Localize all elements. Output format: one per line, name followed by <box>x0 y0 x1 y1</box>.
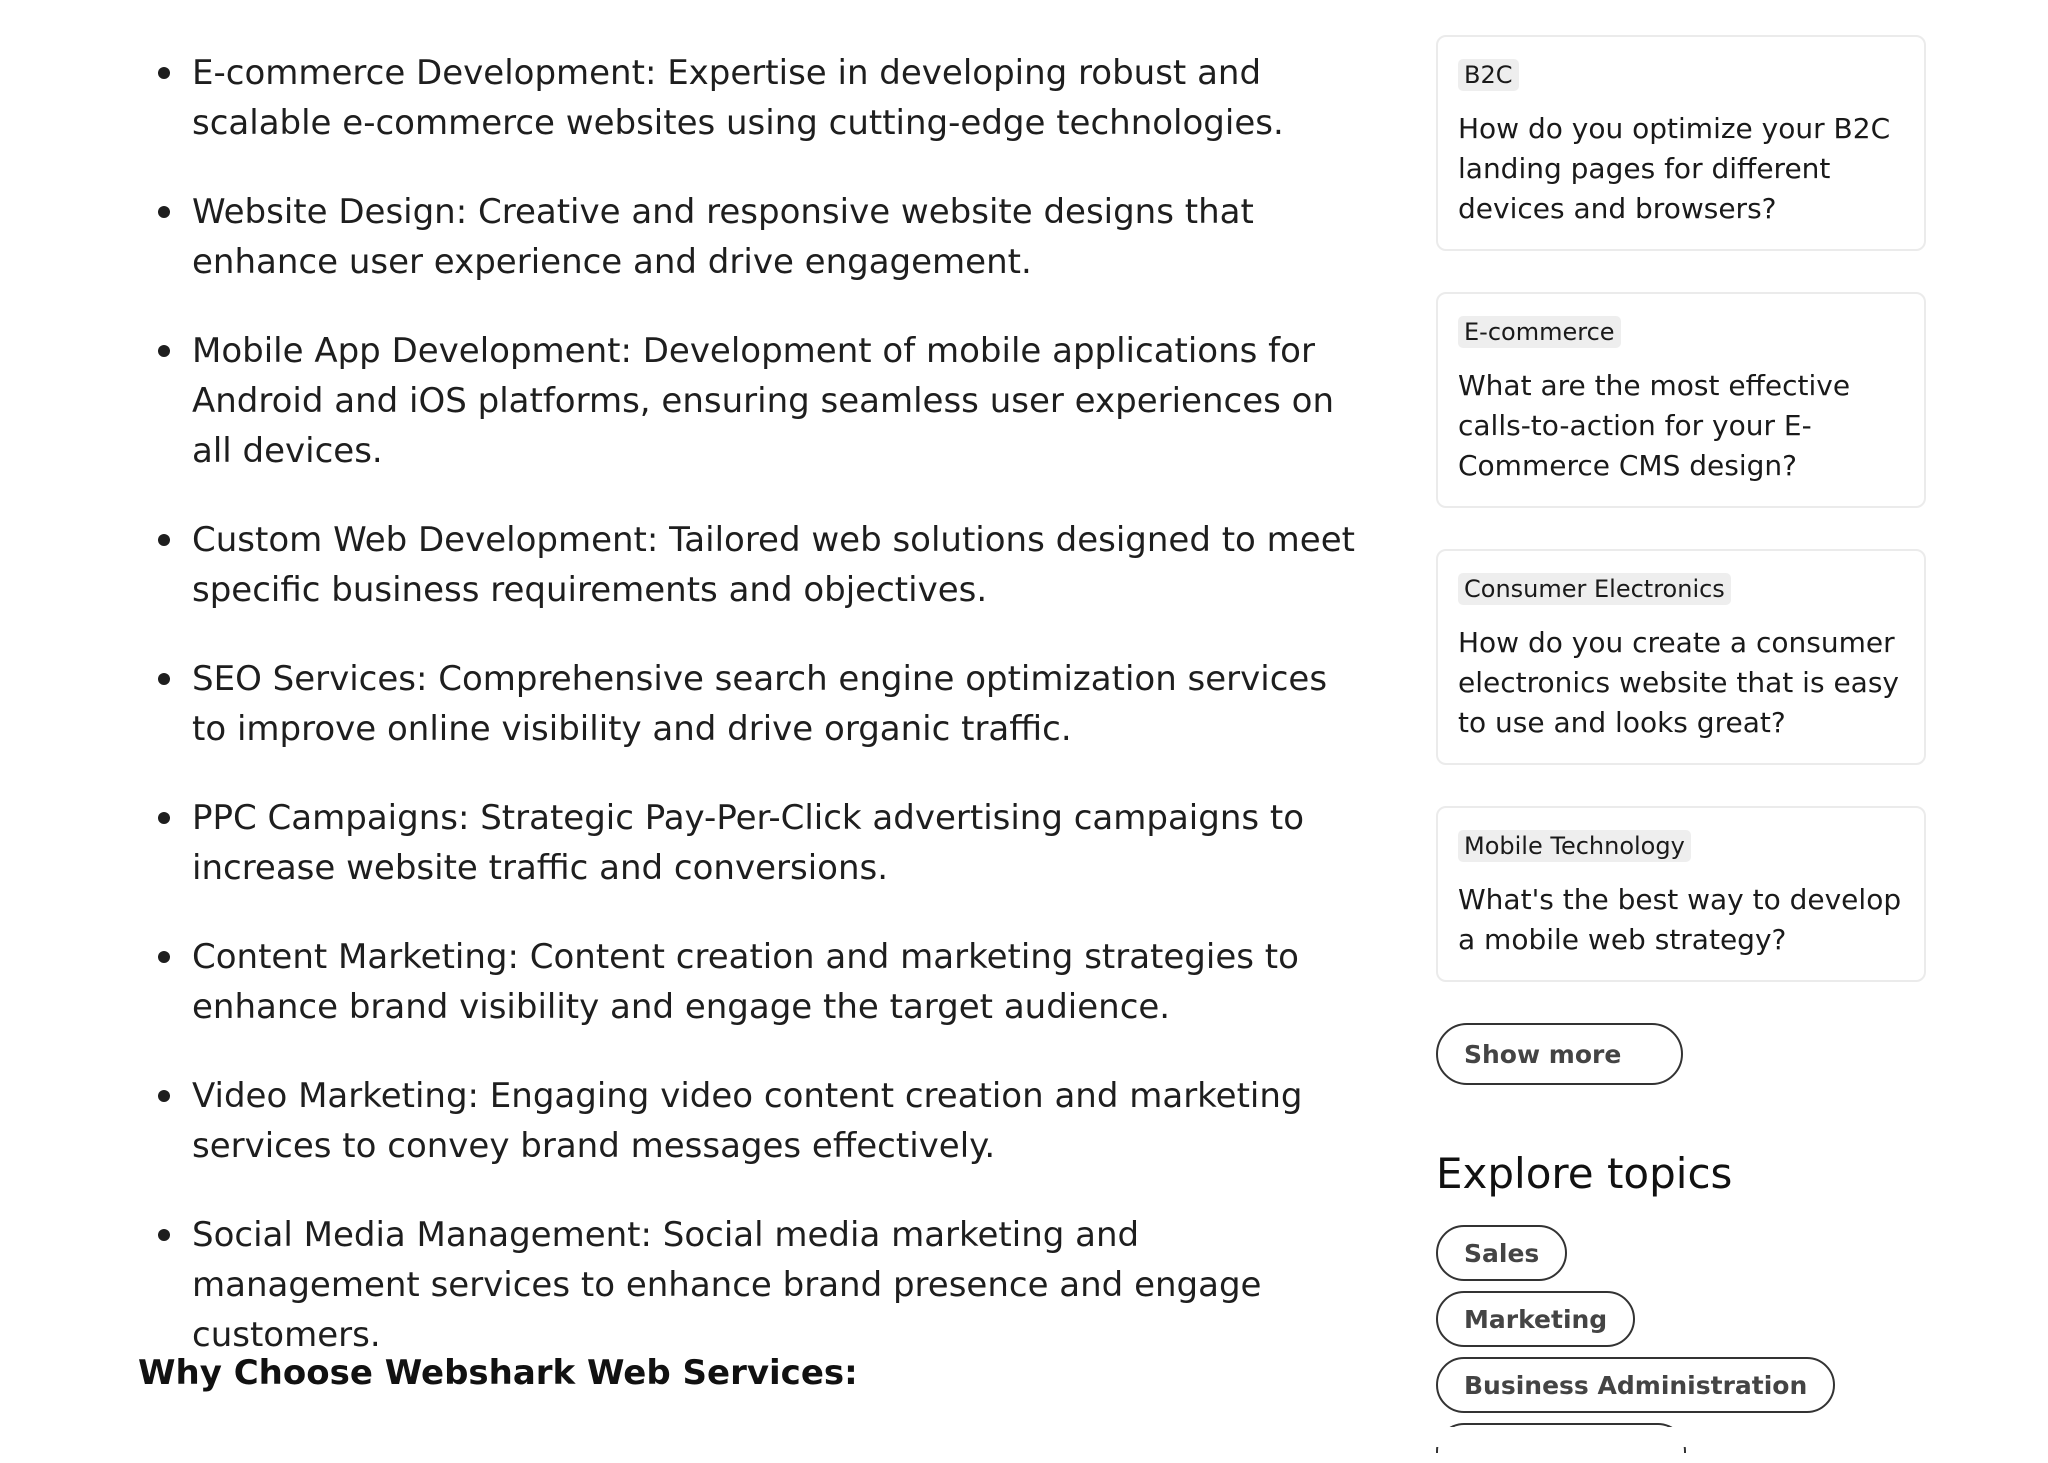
topic-pill-business-administration[interactable]: Business Administration <box>1436 1357 1835 1413</box>
service-text: PPC Campaigns: Strategic Pay-Per-Click advertising campaigns to increase website traffic and conversions. <box>192 798 1305 888</box>
service-text: Website Design: Creative and responsive website designs that enhance user experience and drive engagement. <box>192 192 1254 282</box>
list-item <box>138 515 1368 615</box>
list-item <box>138 1210 1368 1360</box>
topic-tag: E-commerce <box>1458 316 1621 348</box>
bullet-icon <box>158 673 170 685</box>
card-question-link[interactable]: How do you create a consumer electronics website that is easy to use and looks great? <box>1458 626 1899 739</box>
related-question-card-b2c[interactable] <box>1436 35 1926 251</box>
service-text: Mobile App Development: Development of mobile applications for Android and iOS platforms, ensuring seamless user experiences on all devices. <box>192 331 1334 471</box>
explore-topics-heading: Explore topics <box>1436 1149 1733 1198</box>
why-choose-heading: Why Choose Webshark Web Services: <box>138 1353 858 1393</box>
bullet-icon <box>158 206 170 218</box>
card-question-link[interactable]: What's the best way to develop a mobile web strategy? <box>1458 883 1902 956</box>
service-text: Custom Web Development: Tailored web solutions designed to meet specific business requirements and objectives. <box>192 520 1355 610</box>
service-text: E-commerce Development: Expertise in developing robust and scalable e-commerce websites using cutting-edge technologies. <box>192 53 1284 143</box>
list-item <box>138 1071 1368 1171</box>
service-text: Social Media Management: Social media marketing and management services to enhance brand presence and engage customers. <box>192 1215 1262 1355</box>
card-question-link[interactable]: What are the most effective calls-to-action for your E-Commerce CMS design? <box>1458 369 1851 482</box>
service-text: Video Marketing: Engaging video content creation and marketing services to convey brand messages effectively. <box>192 1076 1303 1166</box>
related-question-card-ecommerce[interactable] <box>1436 292 1926 508</box>
topic-tag: B2C <box>1458 59 1519 91</box>
list-item <box>138 48 1368 148</box>
related-question-card-consumer-electronics[interactable] <box>1436 549 1926 765</box>
list-item <box>138 187 1368 287</box>
card-question-link[interactable]: How do you optimize your B2C landing pages for different devices and browsers? <box>1458 112 1891 225</box>
show-more-button[interactable]: Show more <box>1436 1023 1683 1085</box>
bullet-icon <box>158 534 170 546</box>
bullet-icon <box>158 951 170 963</box>
topic-pill-sales[interactable]: Sales <box>1436 1225 1567 1281</box>
related-question-card-mobile-technology[interactable] <box>1436 806 1926 982</box>
list-item <box>138 654 1368 754</box>
bullet-icon <box>158 1229 170 1241</box>
bullet-icon <box>158 67 170 79</box>
bullet-icon <box>158 812 170 824</box>
services-list <box>138 48 1368 1360</box>
bullet-icon <box>158 1090 170 1102</box>
service-text: Content Marketing: Content creation and marketing strategies to enhance brand visibility and engage the target audience. <box>192 937 1299 1027</box>
topic-tag: Consumer Electronics <box>1458 573 1731 605</box>
list-item <box>138 793 1368 893</box>
bullet-icon <box>158 345 170 357</box>
service-text: SEO Services: Comprehensive search engine optimization services to improve online visibility and drive organic traffic. <box>192 659 1328 749</box>
topic-pill-marketing[interactable]: Marketing <box>1436 1291 1635 1347</box>
sidebar <box>1436 35 1926 1463</box>
list-item <box>138 932 1368 1032</box>
topic-tag: Mobile Technology <box>1458 830 1691 862</box>
viewport-bottom-edge <box>0 1427 2048 1447</box>
main-content <box>138 48 1368 1399</box>
list-item <box>138 326 1368 476</box>
